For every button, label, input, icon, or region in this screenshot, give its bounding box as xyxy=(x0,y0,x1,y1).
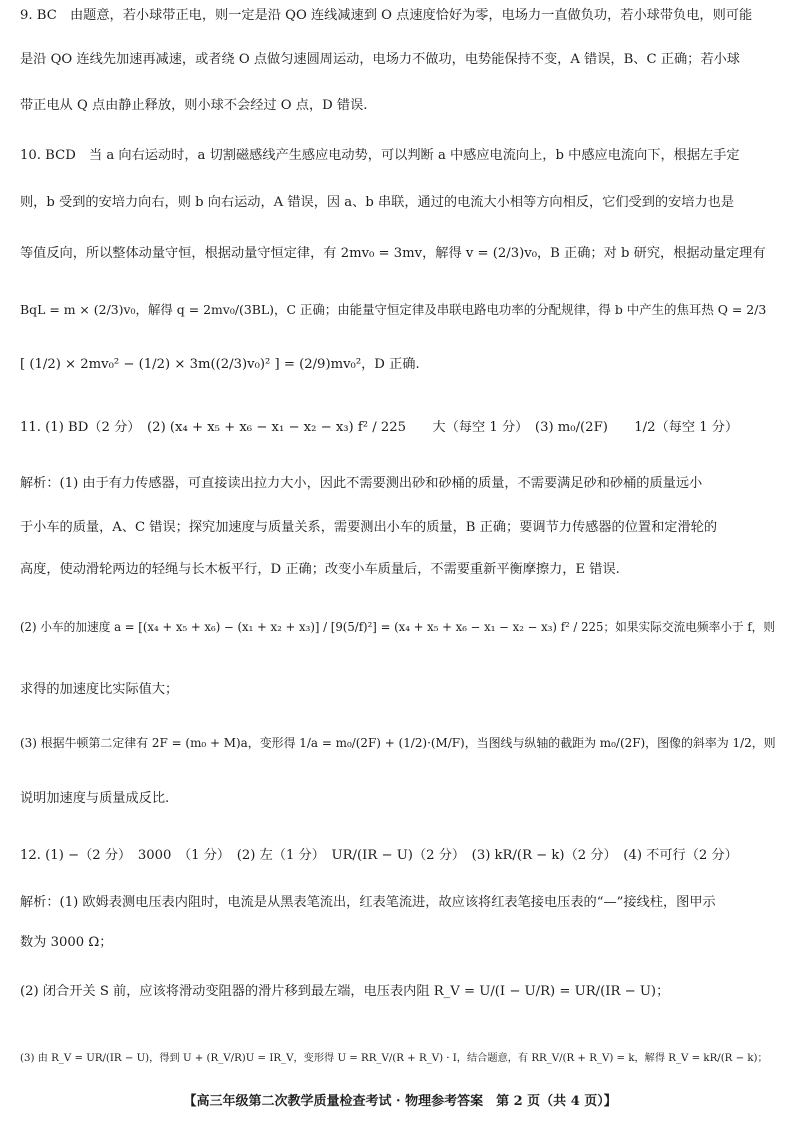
q11-analysis-line-3: 高度，使动滑轮两边的轻绳与长木板平行，D 正确；改变小车质量后，不需要重新平衡摩擦力，E 错误. xyxy=(20,562,620,577)
q11-analysis-line-7: 说明加速度与质量成反比. xyxy=(20,791,170,806)
q11-analysis-line-5: 求得的加速度比实际值大； xyxy=(20,682,179,697)
q9-line-1: 9. BC 由题意，若小球带正电，则一定是沿 QO 连线减速到 O 点速度恰好为零，电场力一直做负功，若小球带负电，则可能 xyxy=(20,8,753,23)
q10-line-1: 10. BCD 当 a 向右运动时，a 切割磁感线产生感应电动势，可以判断 a 中感应电流向上，b 中感应电流向下，根据左手定 xyxy=(20,148,740,163)
q9-line-3: 带正电从 Q 点由静止释放，则小球不会经过 O 点，D 错误. xyxy=(20,98,368,113)
page-footer: 【高三年级第二次教学质量检查考试 · 物理参考答案 第 2 页（共 4 页）】 xyxy=(183,1094,617,1109)
q10-line-5: [ (1/2) × 2mv₀² − (1/2) × 3m((2/3)v₀)² ] = (2/9)mv₀²，D 正确. xyxy=(20,357,420,372)
q11-analysis-line-6: (3) 根据牛顿第二定律有 2F = (m₀ + M)a，变形得 1/a = m₀/(2F) + (1/2)·(M/F)，当图线与纵轴的截距为 m₀/(2F)，图像的斜率为 1/2，则 xyxy=(20,736,776,750)
q11-analysis-line-4: (2) 小车的加速度 a = [(x₄ + x₅ + x₆) − (x₁ + x₂ + x₃)] / [9(5/f)²] = (x₄ + x₅ + x₆ − x₁ − x₂ − x₃) f² / 225；如果实际交流电频率小于 f，则 xyxy=(20,620,776,634)
q12-analysis-line-3: (2) 闭合开关 S 前，应该将滑动变阻器的滑片移到最左端，电压表内阻 R_V = U/(I − U/R) = UR/(IR − U)； xyxy=(20,984,670,999)
q12-analysis-line-4: (3) 由 R_V = UR/(IR − U)，得到 U + (R_V/R)U = IR_V，变形得 U = RR_V/(R + R_V) · I，结合题意，有 RR_V/(R + R_V) = k，解得 R_V = kR/(R − k)； xyxy=(20,1053,768,1064)
q11-answer-line: 11. (1) BD（2 分） (2) (x₄ + x₅ + x₆ − x₁ − x₂ − x₃) f² / 225 大（每空 1 分） (3) m₀/(2F) 1/2（每空 1 分） xyxy=(20,420,739,435)
q10-line-2: 则，b 受到的安培力向右，则 b 向右运动，A 错误，因 a、b 串联，通过的电流大小相等方向相反，它们受到的安培力也是 xyxy=(20,195,735,210)
q9-line-2: 是沿 QO 连线先加速再减速，或者绕 O 点做匀速圆周运动，电场力不做功，电势能保持不变，A 错误，B、C 正确；若小球 xyxy=(20,52,740,67)
q10-line-3: 等值反向，所以整体动量守恒，根据动量守恒定律，有 2mv₀ = 3mv，解得 v = (2/3)v₀，B 正确；对 b 研究，根据动量定理有 xyxy=(20,246,766,261)
q12-analysis-line-1: 解析：(1) 欧姆表测电压表内阻时，电流是从黑表笔流出，红表笔流进，故应该将红表笔接电压表的“—”接线柱，图甲示 xyxy=(20,895,716,910)
q12-analysis-line-2: 数为 3000 Ω； xyxy=(20,935,113,950)
q11-analysis-line-1: 解析：(1) 由于有力传感器，可直接读出拉力大小，因此不需要测出砂和砂桶的质量，不需要满足砂和砂桶的质量远小 xyxy=(20,476,703,491)
q12-answer-line: 12. (1) −（2 分） 3000 （1 分） (2) 左（1 分） UR/(IR − U)（2 分） (3) kR/(R − k)（2 分） (4) 不可行（2 分） xyxy=(20,848,738,863)
q11-analysis-line-2: 于小车的质量，A、C 错误；探究加速度与质量关系，需要测出小车的质量，B 正确；要调节力传感器的位置和定滑轮的 xyxy=(20,520,718,535)
q10-line-4: BqL = m × (2/3)v₀，解得 q = 2mv₀/(3BL)，C 正确；由能量守恒定律及串联电路电功率的分配规律，得 b 中产生的焦耳热 Q = 2/3 xyxy=(20,302,767,317)
